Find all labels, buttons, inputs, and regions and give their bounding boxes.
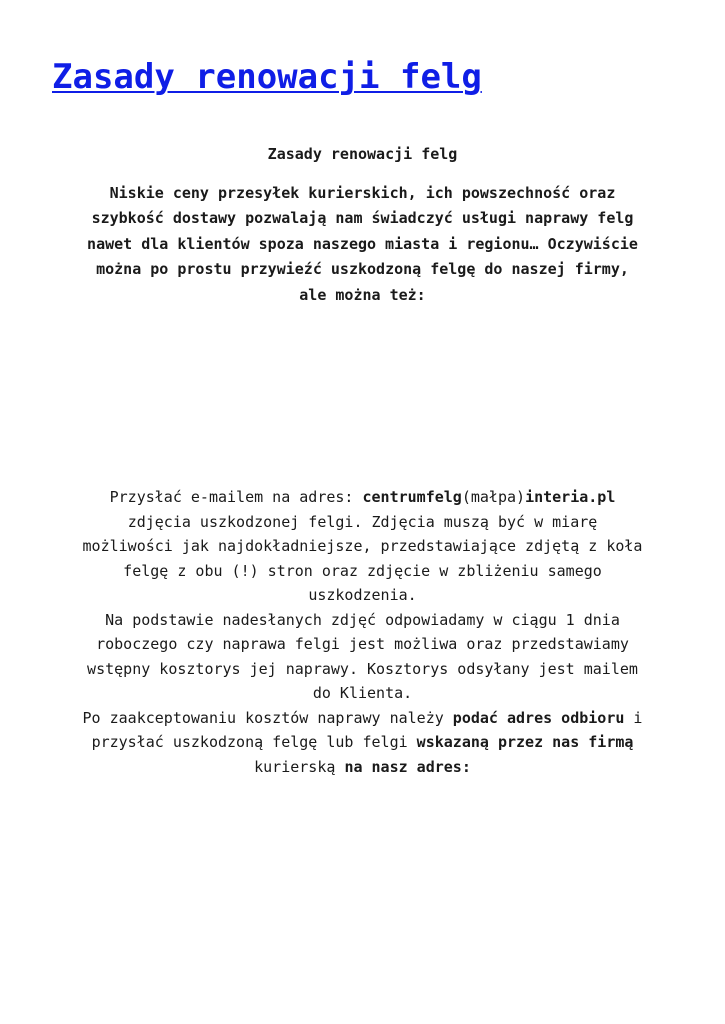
- article-subtitle: Zasady renowacji felg: [267, 145, 458, 163]
- email-line: [30, 485, 695, 510]
- instructions-paragraph: [30, 485, 695, 779]
- intro-line: można po prostu przywieźć uszkodzoną felgę do naszej firmy,: [96, 260, 629, 279]
- body-line: roboczego czy naprawa felgi jest możliwa oraz przedstawiamy: [96, 635, 629, 653]
- body-line: uszkodzenia.: [308, 586, 417, 604]
- send-bold: wskazaną przez nas firmą: [416, 733, 634, 751]
- body-line: zdjęcia uszkodzonej felgi. Zdjęcia muszą być w miarę: [127, 512, 598, 531]
- body-line: wstępny kosztorys jej naprawy. Kosztorys odsyłany jest mailem: [87, 659, 638, 678]
- email-prefix: Przysłać e-mailem na adres:: [109, 488, 363, 506]
- accept-bold: podać adres odbioru: [452, 708, 625, 727]
- courier-line: [30, 755, 695, 780]
- body-line: do Klienta.: [312, 684, 413, 702]
- courier-bold: na nasz adres:: [344, 757, 471, 776]
- body-line: Na podstawie nadesłanych zdjęć odpowiadamy w ciągu 1 dnia: [105, 610, 620, 629]
- send-prefix: przysłać uszkodzoną felgę lub felgi: [91, 733, 417, 751]
- accept-suffix: i: [624, 708, 643, 727]
- page-title-link[interactable]: Zasady renowacji felg: [52, 57, 482, 97]
- intro-line: ale można też:: [299, 285, 426, 304]
- body-line: felgę z obu (!) stron oraz zdjęcie w zbliżeniu samego: [123, 561, 602, 580]
- intro-line: nawet dla klientów spoza naszego miasta i regionu… Oczywiście: [87, 234, 638, 253]
- accept-prefix: Po zaakceptowaniu kosztów naprawy należy: [82, 708, 453, 727]
- intro-line: szybkość dostawy pozwalają nam świadczyć usługi naprawy felg: [91, 209, 634, 228]
- email-domain: interia.pl: [525, 488, 616, 506]
- body-line: możliwości jak najdokładniejsze, przedstawiające zdjętą z koła: [82, 537, 643, 555]
- intro-line: Niskie ceny przesyłek kurierskich, ich powszechność oraz: [109, 184, 616, 202]
- courier-prefix: kurierską: [254, 757, 345, 776]
- email-user: centrumfelg: [362, 488, 462, 506]
- intro-paragraph: [40, 181, 685, 308]
- accept-line: [30, 706, 695, 731]
- email-at: (małpa): [461, 488, 526, 506]
- send-line: [30, 730, 695, 755]
